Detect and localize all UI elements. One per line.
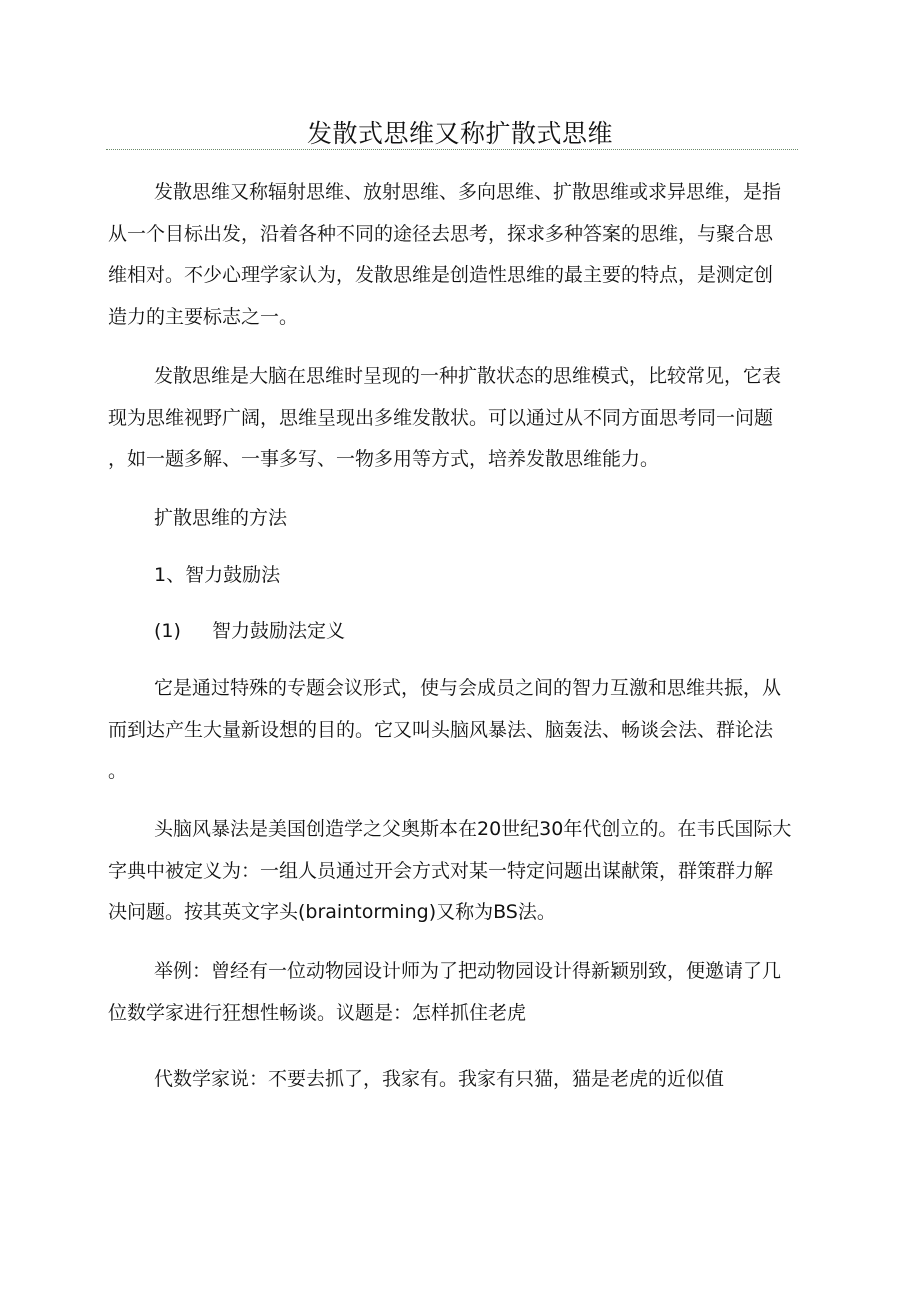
text-line: 位数学家进行狂想性畅谈。议题是：怎样抓住老虎 (108, 1001, 527, 1024)
text-line: 扩散思维的方法 (154, 507, 288, 529)
item-text: 智力鼓励法定义 (212, 620, 346, 642)
paragraph-brainstorm-history (108, 809, 798, 934)
text-line: 它是通过特殊的专题会议形式，使与会成员之间的智力互激和思维共振，从 (154, 677, 782, 699)
sub-subsection-heading (108, 611, 798, 653)
text-line: 发散思维又称辐射思维、放射思维、多向思维、扩散思维或求异思维，是指 (154, 181, 782, 203)
text-line: 造力的主要标志之一。 (108, 306, 299, 329)
text-line: 从一个目标出发，沿着各种不同的途径去思考，探求多种答案的思维，与聚合思 (108, 222, 774, 245)
section-heading-methods (108, 498, 798, 540)
text-line: 头脑风暴法是美国创造学之父奥斯本在20世纪30年代创立的。在韦氏国际大 (154, 818, 792, 840)
subsection-heading (108, 555, 798, 597)
item-number: (1) (154, 620, 181, 642)
paragraph-algebraist (108, 1059, 798, 1101)
text-line: 代数学家说：不要去抓了，我家有。我家有只猫，猫是老虎的近似值 (154, 1068, 725, 1090)
text-line: 现为思维视野广阔，思维呈现出多维发散状。可以通过从不同方面思考同一问题 (108, 406, 774, 429)
text-line: 维相对。不少心理学家认为，发散思维是创造性思维的最主要的特点，是测定创 (108, 264, 774, 287)
text-line: 1、智力鼓励法 (154, 564, 281, 586)
text-line: 发散思维是大脑在思维时呈现的一种扩散状态的思维模式，比较常见，它表 (154, 365, 782, 387)
paragraph-brainstorm-definition (108, 668, 798, 793)
text-line: 决问题。按其英文字头(braintorming)又称为BS法。 (108, 901, 556, 924)
paragraph-example (108, 951, 798, 1034)
title-divider (106, 149, 798, 150)
text-line: 而到达产生大量新设想的目的。它又叫头脑风暴法、脑轰法、畅谈会法、群论法 (108, 718, 774, 741)
text-line: 举例：曾经有一位动物园设计师为了把动物园设计得新颖别致，便邀请了几 (154, 960, 782, 982)
paragraph-definition (108, 172, 798, 339)
document-title: 发散式思维又称扩散式思维 (306, 119, 613, 148)
text-line: 。 (108, 760, 128, 783)
paragraph-description (108, 356, 798, 481)
text-line: ，如一题多解、一事多写、一物多用等方式，培养发散思维能力。 (108, 448, 660, 471)
text-line: 字典中被定义为：一组人员通过开会方式对某一特定问题出谋献策，群策群力解 (108, 859, 774, 882)
